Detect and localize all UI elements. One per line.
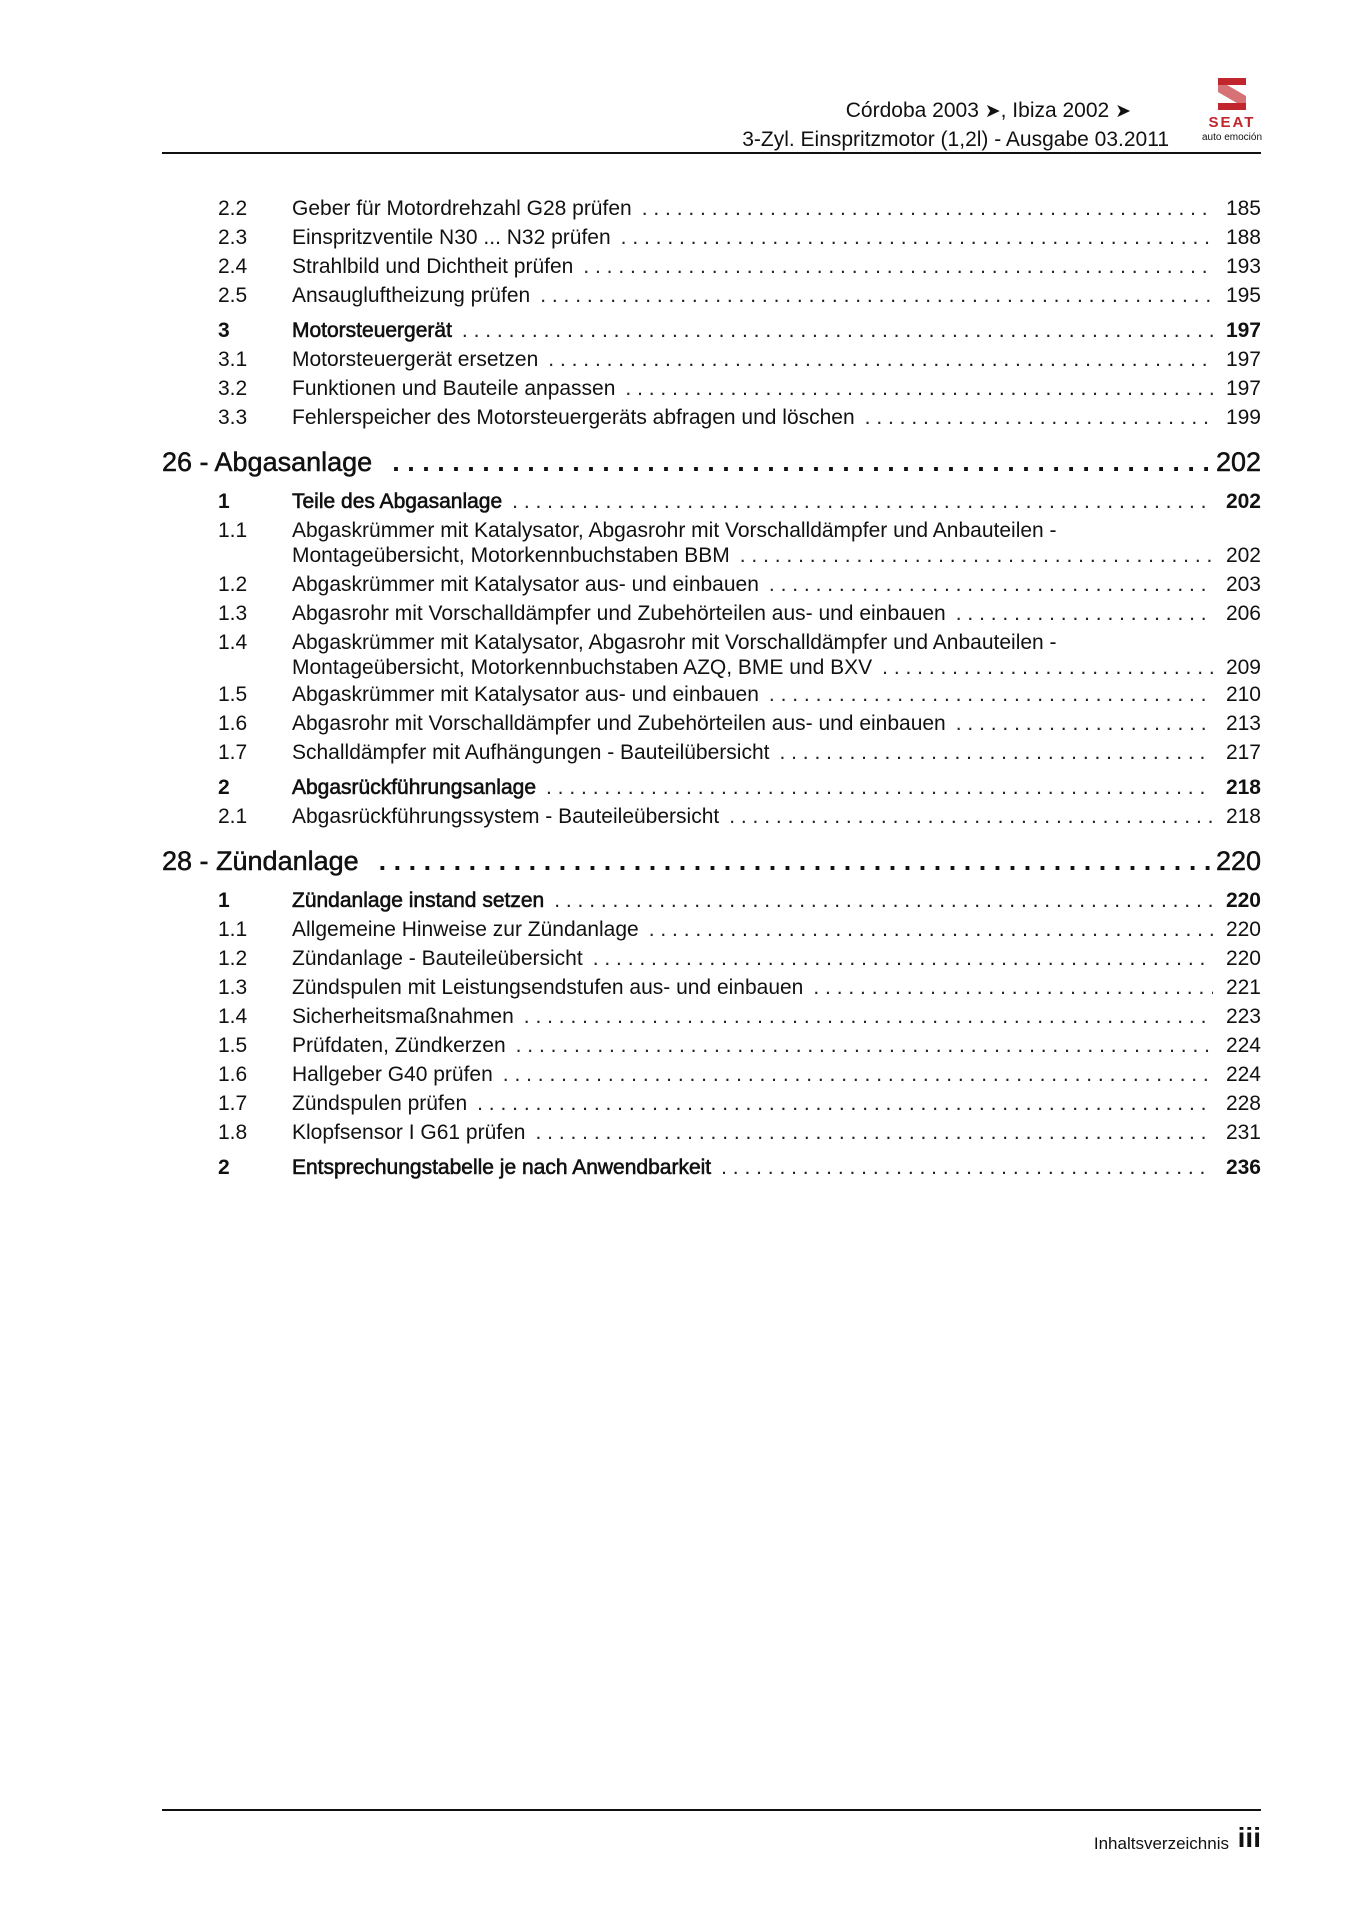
toc-entry[interactable]: 1.5 Prüfdaten, Zündkerzen . . . 224 bbox=[218, 1033, 1261, 1058]
toc-entry[interactable]: 1.4 Abgaskrümmer mit Katalysator, Abgasrohr mit Vorschalldämpfer und Anbauteilen - Montageübersicht, Motorkennbuchstaben AZQ, BME und BXV . . . 209 bbox=[218, 630, 1261, 680]
leader-dots bbox=[548, 347, 1213, 372]
footer-section-name: Inhaltsverzeichnis bbox=[1093, 1834, 1229, 1853]
toc-entry[interactable]: 3.1 Motorsteuergerät ersetzen . . . 197 bbox=[218, 347, 1261, 372]
leader-dots bbox=[546, 775, 1213, 800]
leader-dots bbox=[882, 655, 1213, 680]
leader-dots bbox=[769, 572, 1213, 597]
leader-dots bbox=[392, 446, 1210, 478]
toc-entry[interactable]: 1.1 Allgemeine Hinweise zur Zündanlage . . . 220 bbox=[218, 917, 1261, 942]
toc-entry[interactable]: 1.7 Schalldämpfer mit Aufhängungen - Bauteilübersicht . . . 217 bbox=[218, 740, 1261, 765]
toc-entry[interactable]: 2.4 Strahlbild und Dichtheit prüfen . . . 193 bbox=[218, 254, 1261, 279]
leader-dots bbox=[477, 1091, 1213, 1116]
leader-dots bbox=[535, 1120, 1213, 1145]
leader-dots bbox=[769, 682, 1213, 707]
leader-dots bbox=[813, 975, 1213, 1000]
toc-entry[interactable]: 3.2 Funktionen und Bauteile anpassen . . . 197 bbox=[218, 376, 1261, 401]
arrow-right-icon: ➤ bbox=[984, 101, 1001, 122]
leader-dots bbox=[379, 845, 1210, 877]
leader-dots bbox=[740, 543, 1213, 568]
toc-entry[interactable]: 1.3 Abgasrohr mit Vorschalldämpfer und Zubehörteilen aus- und einbauen . . . 206 bbox=[218, 601, 1261, 626]
toc-entry[interactable]: 1.4 Sicherheitsmaßnahmen . . . 223 bbox=[218, 1004, 1261, 1029]
toc-entry[interactable]: 1.2 Zündanlage - Bauteileübersicht . . . 220 bbox=[218, 946, 1261, 971]
toc-section-entry[interactable]: 2 Entsprechungstabelle je nach Anwendbarkeit . . . 236 bbox=[218, 1155, 1261, 1180]
arrow-right-icon: ➤ bbox=[1115, 101, 1131, 122]
leader-dots bbox=[649, 917, 1213, 942]
toc-chapter-26[interactable]: 26 - Abgasanlage . . . 202 bbox=[162, 446, 1261, 478]
toc-entry[interactable]: 1.5 Abgaskrümmer mit Katalysator aus- und einbauen . . . 210 bbox=[218, 682, 1261, 707]
logo-wordmark: SEAT bbox=[1208, 114, 1256, 131]
logo-tagline: auto emoción bbox=[1201, 132, 1263, 143]
footer-divider bbox=[162, 1809, 1261, 1811]
leader-dots bbox=[642, 196, 1213, 221]
toc-entry[interactable]: 3.3 Fehlerspeicher des Motorsteuergeräts abfragen und löschen . . . 199 bbox=[218, 405, 1261, 430]
leader-dots bbox=[621, 225, 1213, 250]
toc-chapter-28[interactable]: 28 - Zündanlage . . . 220 bbox=[162, 845, 1261, 877]
toc-entry[interactable]: 1.7 Zündspulen prüfen . . . 228 bbox=[218, 1091, 1261, 1116]
toc-section-entry[interactable]: 2 Abgasrückführungsanlage . . . 218 bbox=[218, 775, 1261, 800]
leader-dots bbox=[512, 489, 1213, 514]
toc-entry[interactable]: 1.1 Abgaskrümmer mit Katalysator, Abgasrohr mit Vorschalldämpfer und Anbauteilen - Montageübersicht, Motorkennbuchstaben BBM . . . 202 bbox=[218, 518, 1261, 568]
leader-dots bbox=[865, 405, 1213, 430]
toc-entry[interactable]: 1.2 Abgaskrümmer mit Katalysator aus- und einbauen . . . 203 bbox=[218, 572, 1261, 597]
leader-dots bbox=[503, 1062, 1213, 1087]
toc-entry[interactable]: 2.2 Geber für Motordrehzahl G28 prüfen . . . 185 bbox=[218, 196, 1261, 221]
footer-page-number: iii bbox=[1237, 1822, 1261, 1853]
toc-section-entry[interactable]: 1 Teile des Abgasanlage . . . 202 bbox=[218, 489, 1261, 514]
leader-dots bbox=[524, 1004, 1213, 1029]
toc-entry[interactable]: 2.3 Einspritzventile N30 ... N32 prüfen . . . 188 bbox=[218, 225, 1261, 250]
leader-dots bbox=[625, 376, 1213, 401]
toc-entry[interactable]: 2.5 Ansaugluftheizung prüfen . . . 195 bbox=[218, 283, 1261, 308]
leader-dots bbox=[540, 283, 1213, 308]
header-subtitle: 3-Zyl. Einspritzmotor (1,2l) - Ausgabe 03.2011 bbox=[742, 128, 1169, 151]
leader-dots bbox=[516, 1033, 1213, 1058]
toc-section-entry[interactable]: 1 Zündanlage instand setzen . . . 220 bbox=[218, 888, 1261, 913]
leader-dots bbox=[956, 601, 1213, 626]
toc-entry[interactable]: 1.6 Hallgeber G40 prüfen . . . 224 bbox=[218, 1062, 1261, 1087]
leader-dots bbox=[779, 740, 1213, 765]
leader-dots bbox=[593, 946, 1213, 971]
toc-section-entry[interactable]: 3 Motorsteuergerät . . . 197 bbox=[218, 318, 1261, 343]
leader-dots bbox=[956, 711, 1213, 736]
toc-entry[interactable]: 1.6 Abgasrohr mit Vorschalldämpfer und Zubehörteilen aus- und einbauen . . . 213 bbox=[218, 711, 1261, 736]
leader-dots bbox=[583, 254, 1213, 279]
leader-dots bbox=[554, 888, 1213, 913]
header-title-models: Córdoba 2003 ➤, Ibiza 2002 ➤ bbox=[845, 99, 1131, 122]
leader-dots bbox=[729, 804, 1213, 829]
leader-dots bbox=[721, 1155, 1213, 1180]
toc-entry[interactable]: 1.8 Klopfsensor I G61 prüfen . . . 231 bbox=[218, 1120, 1261, 1145]
leader-dots bbox=[462, 318, 1213, 343]
toc-entry[interactable]: 1.3 Zündspulen mit Leistungsendstufen aus- und einbauen . . . 221 bbox=[218, 975, 1261, 1000]
toc-entry[interactable]: 2.1 Abgasrückführungssystem - Bauteileübersicht . . . 218 bbox=[218, 804, 1261, 829]
